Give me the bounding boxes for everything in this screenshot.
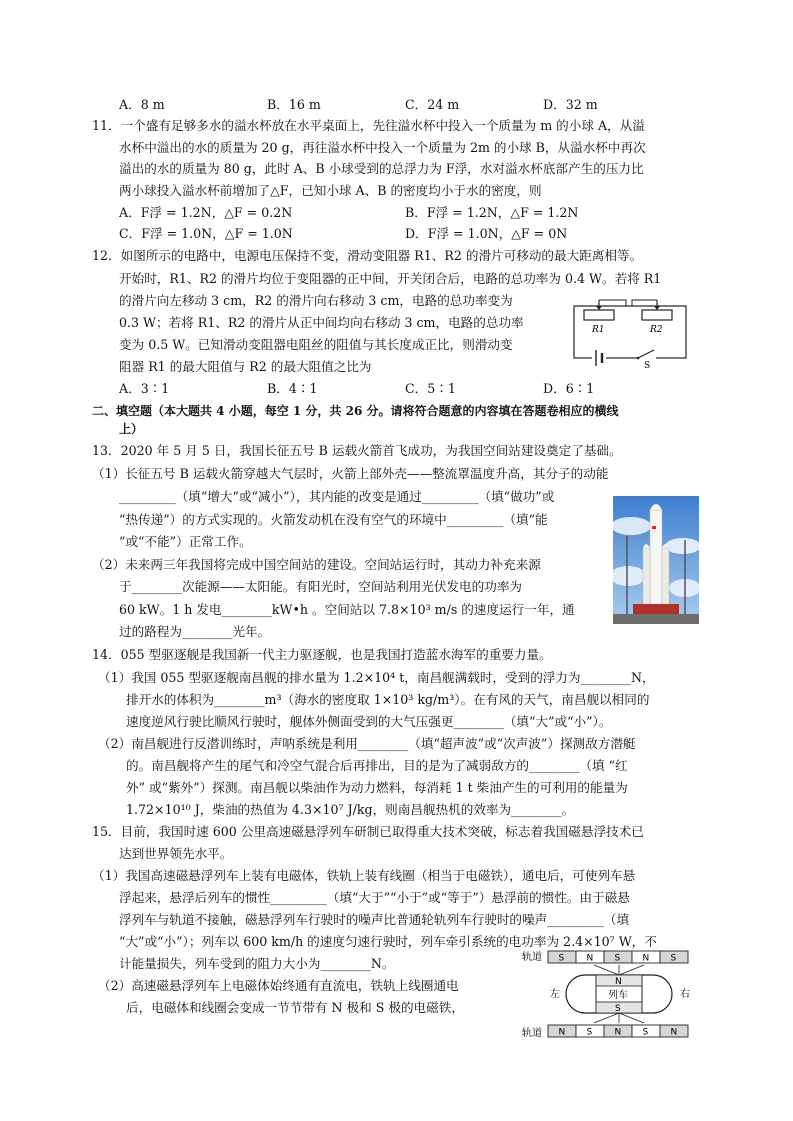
- q13-line: 60 kW。1 h 发电________kW•h 。空间站以 7.8×10³ m/s 的速度运行一年，通: [119, 602, 575, 617]
- q12-line: 的滑片向左移动 3 cm，R2 的滑片向右移动 3 cm，电路的总功率变为: [119, 293, 513, 308]
- q12-option-a: A．3∶1: [119, 381, 170, 396]
- top-rail-pole-label: S: [558, 953, 565, 964]
- q14-line: （2）南昌舰进行反潜训练时，声呐系统是利用________（填“超声波”或“次声波”）探测敌方潜艇: [98, 736, 636, 751]
- q13-line: （1）长征五号 B 运载火箭穿越大气层时，火箭上部外壳——整流罩温度升高，其分子的动能: [92, 466, 609, 481]
- train-pole-bottom: S: [615, 1004, 621, 1014]
- resistor-r2: [642, 310, 672, 320]
- q12-option-c: C．5∶1: [405, 381, 456, 396]
- bottom-rail-pole-label: N: [558, 1027, 566, 1038]
- q11-line: 11．一个盛有足够多水的溢水杯放在水平桌面上，先往溢水杯中投入一个质量为 m 的小球 A，从溢: [92, 118, 645, 133]
- q13-line: 13．2020 年 5 月 5 日，我国长征五号 B 运载火箭首飞成功，为我国空间站建设奠定了基础。: [92, 443, 622, 458]
- q14-line: （1）我国 055 型驱逐舰南昌舰的排水量为 1.2×10⁴ t，南昌舰满载时，受到的浮力为________N，: [98, 670, 655, 685]
- q14-line: 速度逆风行驶比顺风行驶时，舰体外侧面受到的大气压强更________（填“大”或“小”）。: [126, 714, 612, 729]
- maglev-diagram: [520, 945, 698, 1043]
- resistor-r1: [584, 310, 614, 320]
- q12-line: 阻器 R1 的最大阻值与 R2 的最大阻值之比为: [119, 359, 372, 374]
- q12-line: 变为 0.5 W。已知滑动变阻器电阻丝的阻值与其长度成正比，则滑动变: [119, 337, 513, 352]
- q15-line: （2）高速磁悬浮列车上电磁体始终通有直流电，铁轨上线圈通电: [98, 978, 459, 993]
- circuit-diagram: [566, 296, 692, 370]
- q15-line: 15．目前，我国时速 600 公里高速磁悬浮列车研制已取得重大技术突破，标志着我国磁悬浮技术已: [92, 824, 644, 839]
- q11-line: 两小球投入溢水杯前增加了△F，已知小球 A、B 的密度均小于水的密度，则: [119, 183, 542, 198]
- top-rail-pole-label: S: [670, 953, 677, 964]
- bottom-rail-pole-label: S: [642, 1027, 649, 1038]
- train-pole-top: N: [615, 977, 622, 987]
- top-rail-pole-label: N: [642, 953, 650, 964]
- top-rail: [548, 951, 688, 964]
- q13-line: ”或“不能”）正常工作。: [119, 534, 252, 549]
- q14-line: 的。南昌舰将产生的尾气和冷空气混合后再排出，目的是为了减弱敌方的________（填 “红: [126, 758, 628, 773]
- q12-option-b: B．4∶1: [267, 381, 318, 396]
- section-2-heading-cont: 上）: [119, 422, 144, 436]
- top-rail-label: 轨道: [522, 952, 542, 963]
- top-rail-pole-label: S: [614, 953, 621, 964]
- q10-option-a: A．8 m: [119, 97, 165, 112]
- q15-line: 计能量损失，列车受到的阻力大小为________N。: [119, 956, 395, 971]
- q15-line: 后，电磁体和线圈会变成一节节带有 N 极和 S 极的电磁铁，: [126, 1000, 464, 1015]
- r2-label: R2: [650, 325, 663, 335]
- q10-option-c: C．24 m: [405, 97, 460, 112]
- q11-option-c: C．F浮 = 1.0N，△F = 1.0N: [119, 226, 293, 241]
- q15-line: 达到世界领先水平。: [119, 846, 233, 861]
- bottom-rail-pole-label: N: [670, 1027, 678, 1038]
- q13-line: （2）未来两三年我国将完成中国空间站的建设。空间站运行时，其动力补充来源: [92, 557, 541, 572]
- q15-line: 浮列车与轨道不接触，磁悬浮列车行驶时的噪声比普通轮轨列车行驶时的噪声_________（填: [119, 912, 630, 927]
- bottom-rail-label: 轨道: [522, 1028, 542, 1039]
- q14-line: 排开水的体积为________m³（海水的密度取 1×10³ kg/m³）。在有风的天气，南昌舰以相同的: [126, 692, 650, 707]
- q14-line: 14．055 型驱逐舰是我国新一代主力驱逐舰，也是我国打造蓝水海军的重要力量。: [92, 647, 552, 662]
- q11-line: 溢出的水的质量为 80 g，此时 A、B 小球受到的总浮力为 F浮，水对溢水杯底部产生的压力比: [119, 161, 644, 176]
- q12-option-d: D．6∶1: [543, 381, 595, 396]
- top-rail-pole-label: N: [586, 953, 594, 964]
- left-label: 左: [550, 989, 560, 1000]
- q13-line: 过的路程为________光年。: [119, 624, 271, 639]
- q14-line: 外” 或“紫外”）探测。南昌舰以柴油作为动力燃料，每消耗 1 t 柴油产生的可利用的能量为: [126, 780, 628, 795]
- q12-line: 12．如图所示的电路中，电源电压保持不变，滑动变阻器 R1、R2 的滑片可移动的最大距离相等。: [92, 248, 643, 263]
- q13-line: 于________次能源——太阳能。有阳光时，空间站利用光伏发电的功率为: [119, 579, 522, 594]
- right-label: 右: [680, 989, 690, 1000]
- q11-option-b: B．F浮 = 1.2N，△F = 1.2N: [405, 205, 579, 220]
- q11-option-d: D．F浮 = 1.0N，△F = 0N: [405, 226, 568, 241]
- q15-line: “大”或“小”）；列车以 600 km/h 的速度匀速行驶时，列车牵引系统的电功率为 2.4×10⁷ W，不: [119, 934, 657, 949]
- q11-option-a: A．F浮 = 1.2N，△F = 0.2N: [119, 205, 293, 220]
- section-2-heading: 二、填空题（本大题共 4 小题，每空 1 分，共 26 分。请将符合题意的内容填在答题卷相应的横线: [92, 404, 619, 418]
- rocket-photo: [613, 496, 699, 624]
- q10-option-b: B．16 m: [267, 97, 321, 112]
- q10-option-d: D．32 m: [543, 97, 598, 112]
- bottom-rail-pole-label: S: [586, 1027, 593, 1038]
- q15-line: （1）我国高速磁悬浮列车上装有电磁体，铁轨上装有线圈（相当于电磁铁），通电后，可使列车悬: [92, 868, 636, 883]
- q13-line: “热传递”）的方式实现的。火箭发动机在没有空气的环境中_________（填“能: [119, 512, 548, 527]
- train-label: 列车: [608, 990, 628, 1001]
- q12-line: 0.3 W；若将 R1、R2 的滑片从正中间均向右移动 3 cm，电路的总功率: [119, 315, 524, 330]
- q14-line: 1.72×10¹⁰ J，柴油的热值为 4.3×10⁷ J/kg，则南昌舰热机的效率为________。: [126, 802, 575, 817]
- q13-line: _________（填“增大”或“减小”），其内能的改变是通过_________（填“做功”或: [119, 489, 555, 504]
- bottom-rail-pole-label: N: [614, 1027, 622, 1038]
- q12-line: 开始时，R1、R2 的滑片均位于变阻器的正中间，开关闭合后，电路的总功率为 0.4 W。若将 R1: [119, 271, 662, 286]
- q11-line: 水杯中溢出的水的质量为 20 g，再往溢水杯中投入一个质量为 2m 的小球 B，从溢水杯中再次: [119, 140, 646, 155]
- switch-label: S: [644, 361, 651, 370]
- r1-label: R1: [592, 325, 605, 335]
- bottom-rail: [548, 1025, 688, 1038]
- q15-line: 浮起来，悬浮后列车的惯性_________（填“大于”“小于”或“等于”）悬浮前的惯性。由于磁悬: [119, 890, 630, 905]
